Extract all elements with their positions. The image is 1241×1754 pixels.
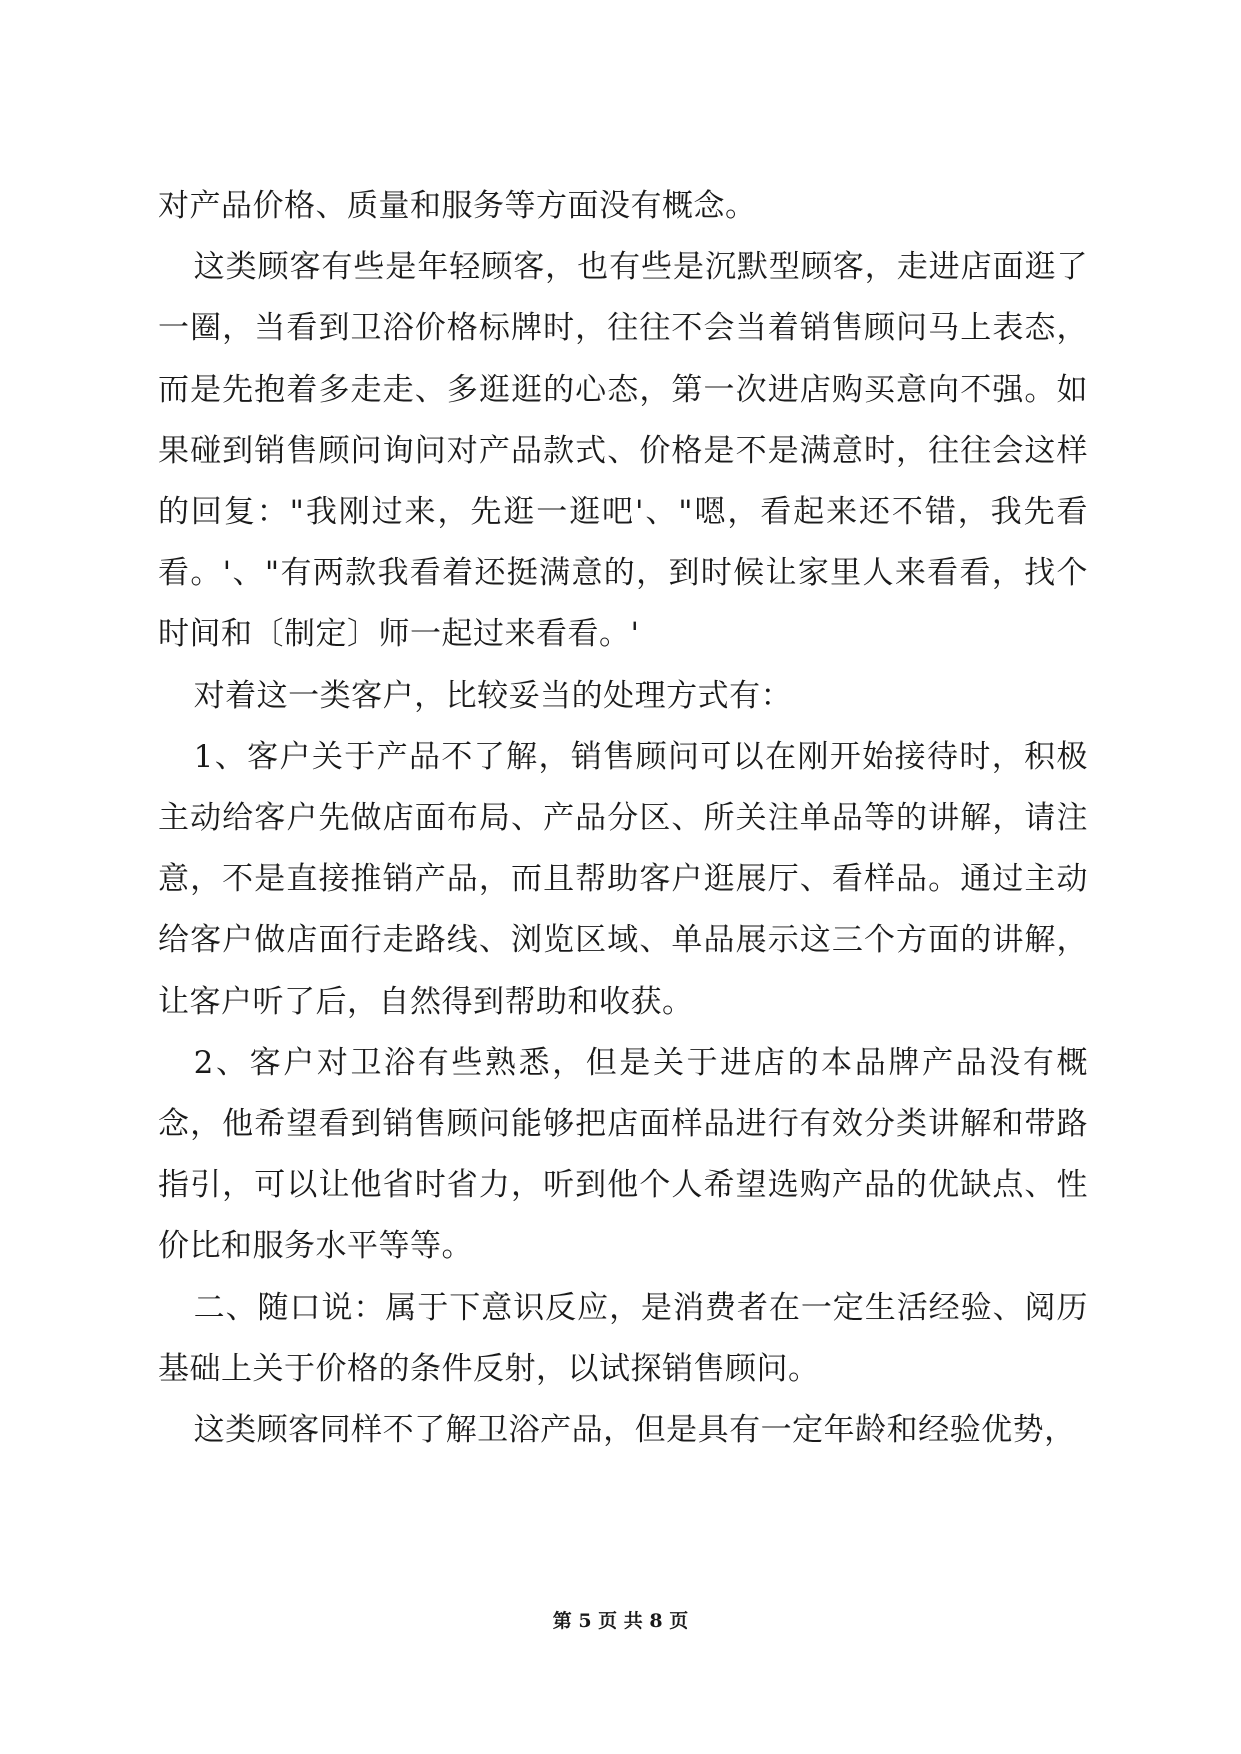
paragraph-point-2: 2、客户对卫浴有些熟悉，但是关于进店的本品牌产品没有概念，他希望看到销售顾问能够把店面样品进行有效分类讲解和带路指引，可以让他省时省力，听到他个人希望选购产品的优缺点、性价比和服务水平等等。 [158, 1044, 1088, 1265]
paragraph-section-2-body: 这类顾客同样不了解卫浴产品，但是具有一定年龄和经验优势， [193, 1412, 1076, 1449]
paragraph-continuation: 对产品价格、质量和服务等方面没有概念。 [158, 188, 757, 224]
paragraph-section-2-heading: 二、随口说：属于下意识反应，是消费者在一定生活经验、阅历基础上关于价格的条件反射，以试探销售顾问。 [158, 1289, 1088, 1387]
body-text [158, 176, 1088, 1461]
paragraph-point-1: 1、客户关于产品不了解，销售顾问可以在刚开始接待时，积极主动给客户先做店面布局、产品分区、所关注单品等的讲解，请注意，不是直接推销产品，而且帮助客户逛展厅、看样品。通过主动给客户做店面行走路线、浏览区域、单品展示这三个方面的讲解，让客户听了后，自然得到帮助和收获。 [158, 738, 1088, 1020]
paragraph-handling-intro: 对着这一类客户，比较妥当的处理方式有： [193, 677, 793, 714]
paragraph-customer-description: 这类顾客有些是年轻顾客，也有些是沉默型顾客，走进店面逛了一圈，当看到卫浴价格标牌时，往往不会当着销售顾问马上表态，而是先抱着多走走、多逛逛的心态，第一次进店购买意向不强。如果碰到销售顾问询问对产品款式、价格是不是满意时，往往会这样的回复："我刚过来，先逛一逛吧'、"嗯，看起来还不错，我先看看。'、"有两款我看着还挺满意的，到时候让家里人来看看，找个时间和〔制定〕师一起过来看看。' [158, 249, 1088, 653]
page-number-footer: 第 5 页 共 8 页 [552, 1610, 689, 1632]
